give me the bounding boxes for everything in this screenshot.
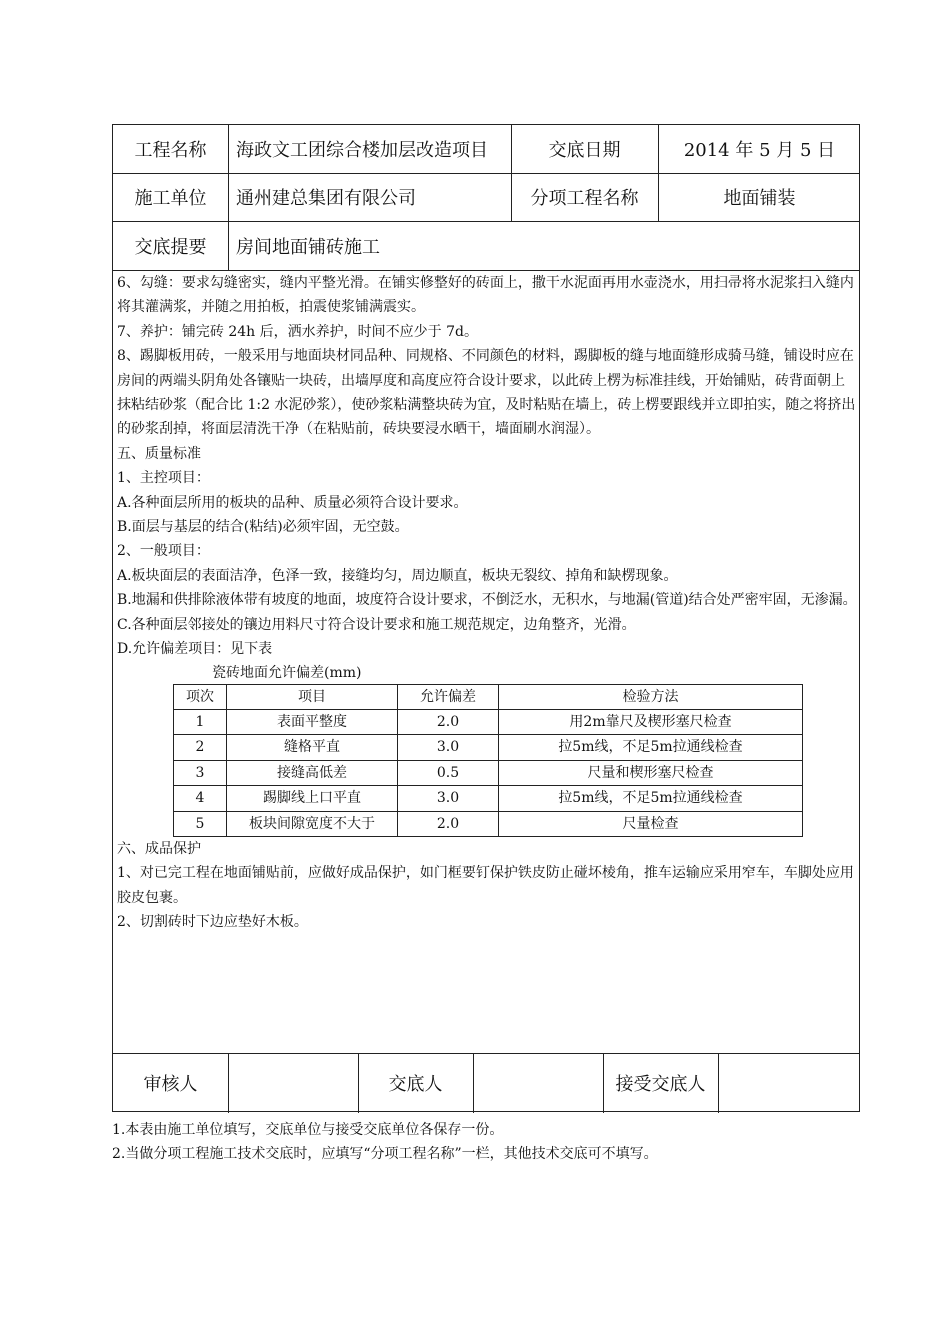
table-caption: 瓷砖地面允许偏差(mm) xyxy=(212,664,362,681)
paragraph: A.板块面层的表面洁净，色泽一致，接缝均匀，周边顺直，板块无裂纹、掉角和缺楞现象。 xyxy=(117,567,678,584)
paragraph: 1、对已完工程在地面铺贴前，应做好成品保护，如门框要钉保护铁皮防止碰坏棱角，推车运输应采用窄车，车脚处应用胶皮包裹。 xyxy=(117,865,854,906)
note: 1.本表由施工单位填写，交底单位与接受交底单位各保存一份。 xyxy=(112,1122,504,1138)
table-cell: 3.0 xyxy=(398,786,499,811)
table-cell: 1 xyxy=(174,709,227,734)
unit-label: 施工单位 xyxy=(134,188,207,209)
discloser-label: 交底人 xyxy=(388,1074,443,1095)
paragraph: A.各种面层所用的板块的品种、质量必须符合设计要求。 xyxy=(117,494,468,511)
table-cell: 3 xyxy=(174,760,227,785)
disclosure-form xyxy=(112,124,860,1112)
table-cell: 2 xyxy=(174,735,227,760)
subproject-label: 分项工程名称 xyxy=(530,188,639,209)
tolerance-table xyxy=(173,684,803,837)
column-header: 允许偏差 xyxy=(398,684,499,709)
column-header: 检验方法 xyxy=(499,684,803,709)
paragraph: 7、养护：铺完砖 24h 后，洒水养护，时间不应少于 7d。 xyxy=(117,323,478,340)
table-cell: 板块间隙宽度不大于 xyxy=(227,811,398,836)
receiver-signature xyxy=(718,1053,861,1113)
reviewer-signature xyxy=(228,1053,358,1113)
table-cell: 缝格平直 xyxy=(227,735,398,760)
paragraph: 2、切割砖时下边应垫好木板。 xyxy=(117,914,308,931)
table-cell: 0.5 xyxy=(398,760,499,785)
table-cell: 2.0 xyxy=(398,811,499,836)
table-cell: 2.0 xyxy=(398,709,499,734)
table-cell: 拉5m线，不足5m拉通线检查 xyxy=(499,786,803,811)
paragraph: C.各种面层邻接处的镶边用料尺寸符合设计要求和施工规范规定，边角整齐，光滑。 xyxy=(117,616,636,633)
table-cell: 5 xyxy=(174,811,227,836)
reviewer-label: 审核人 xyxy=(143,1074,198,1095)
table-row xyxy=(174,786,803,811)
project-name-label: 工程名称 xyxy=(134,140,207,161)
paragraph: B.面层与基层的结合(粘结)必须牢固，无空鼓。 xyxy=(117,519,409,536)
project-name: 海政文工团综合楼加层改造项目 xyxy=(236,140,488,161)
subproject-name: 地面铺装 xyxy=(723,188,796,209)
note: 2.当做分项工程施工技术交底时，应填写“分项工程名称”一栏，其他技术交底可不填写。 xyxy=(112,1146,658,1162)
table-cell: 尺量检查 xyxy=(499,811,803,836)
paragraph: 2、一般项目： xyxy=(117,543,210,560)
column-header: 项目 xyxy=(227,684,398,709)
paragraph: D.允许偏差项目：见下表 xyxy=(117,641,273,658)
form-notes xyxy=(112,1118,658,1166)
table-header-row xyxy=(174,684,803,709)
table-cell: 表面平整度 xyxy=(227,709,398,734)
disclosure-date: 2014 年 5 月 5 日 xyxy=(683,140,836,161)
table-cell: 踢脚线上口平直 xyxy=(227,786,398,811)
paragraph: 8、踢脚板用砖，一般采用与地面块材同品种、同规格、不同颜色的材料，踢脚板的缝与地面缝形成骑马缝，铺设时应在房间的两端头阴角处各镶贴一块砖，出墙厚度和高度应符合设计要求，以此砖上楞为标准挂线，开始铺贴，砖背面朝上抹粘结砂浆（配合比 1:2 水泥砂浆），使砂浆粘满整块砖为宜，及时粘贴在墙上，砖上楞要跟线并立即拍实，随之将挤出的砂浆刮掉，将面层清洗干净（在粘贴前，砖块要浸水晒干，墙面刷水润湿）。 xyxy=(117,348,856,438)
disclosure-content xyxy=(117,271,857,935)
paragraph: B.地漏和供排除液体带有坡度的地面，坡度符合设计要求，不倒泛水，无积水，与地漏(管道)结合处严密牢固，无渗漏。 xyxy=(117,592,857,609)
table-row xyxy=(174,735,803,760)
section-heading: 五、质量标准 xyxy=(117,445,201,462)
table-cell: 尺量和楔形塞尺检查 xyxy=(499,760,803,785)
construction-unit: 通州建总集团有限公司 xyxy=(236,188,416,209)
paragraph: 1、主控项目： xyxy=(117,470,210,487)
section-heading: 六、成品保护 xyxy=(117,840,201,857)
table-cell: 拉5m线，不足5m拉通线检查 xyxy=(499,735,803,760)
table-cell: 用2m靠尺及楔形塞尺检查 xyxy=(499,709,803,734)
date-label: 交底日期 xyxy=(548,140,621,161)
table-cell: 4 xyxy=(174,786,227,811)
table-row xyxy=(174,811,803,836)
table-row xyxy=(174,760,803,785)
summary-label: 交底提要 xyxy=(134,236,207,258)
table-cell: 接缝高低差 xyxy=(227,760,398,785)
column-header: 项次 xyxy=(174,684,227,709)
summary-text: 房间地面铺砖施工 xyxy=(236,236,380,258)
receiver-label: 接受交底人 xyxy=(615,1074,706,1095)
table-row xyxy=(174,709,803,734)
table-cell: 3.0 xyxy=(398,735,499,760)
discloser-signature xyxy=(473,1053,603,1113)
paragraph: 6、勾缝：要求勾缝密实，缝内平整光滑。在铺实修整好的砖面上，撒干水泥面再用水壶浇水，用扫帚将水泥浆扫入缝内将其灌满浆，并随之用拍板，拍震使浆铺满震实。 xyxy=(117,275,854,316)
